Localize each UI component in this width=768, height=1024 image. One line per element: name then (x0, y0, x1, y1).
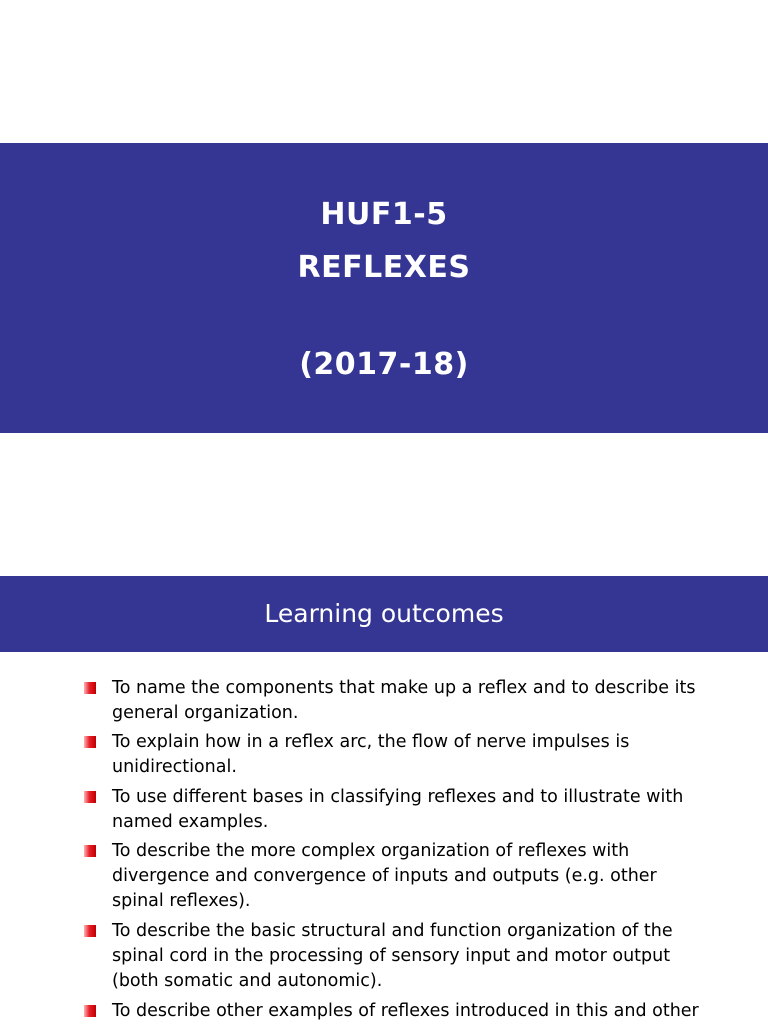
outcomes-heading: Learning outcomes (264, 599, 504, 628)
academic-year: (2017-18) (299, 347, 469, 382)
outcome-text-line: (both somatic and autonomic). (112, 971, 383, 991)
slide-title: REFLEXES (297, 250, 471, 285)
outcome-text-line: spinal reflexes). (112, 891, 251, 911)
outcome-text-line: spinal cord in the processing of sensory input and motor output (112, 946, 671, 966)
title-slide (0, 143, 768, 433)
square-bullet-icon (84, 736, 96, 748)
course-code: HUF1-5 (320, 197, 448, 232)
outcome-text-line: To use different bases in classifying reflexes and to illustrate with (112, 787, 684, 807)
square-bullet-icon (84, 845, 96, 857)
outcome-text-line: divergence and convergence of inputs and outputs (e.g. other (112, 866, 657, 886)
outcome-text-line: general organization. (112, 703, 299, 723)
outcome-text-line: To describe the more complex organization of reflexes with (112, 841, 630, 861)
square-bullet-icon (84, 791, 96, 803)
outcome-text-line: To describe the basic structural and function organization of the (112, 921, 673, 941)
outcome-text-line: named examples. (112, 812, 269, 832)
outcome-text-line: To describe other examples of reflexes introduced in this and other (112, 1001, 699, 1021)
outcome-text-line: unidirectional. (112, 757, 237, 777)
square-bullet-icon (84, 682, 96, 694)
outcome-text-line: To name the components that make up a reflex and to describe its (112, 678, 696, 698)
square-bullet-icon (84, 1005, 96, 1017)
square-bullet-icon (84, 925, 96, 937)
outcome-text-line: To explain how in a reflex arc, the flow of nerve impulses is (112, 732, 630, 752)
outcomes-header (0, 576, 768, 652)
